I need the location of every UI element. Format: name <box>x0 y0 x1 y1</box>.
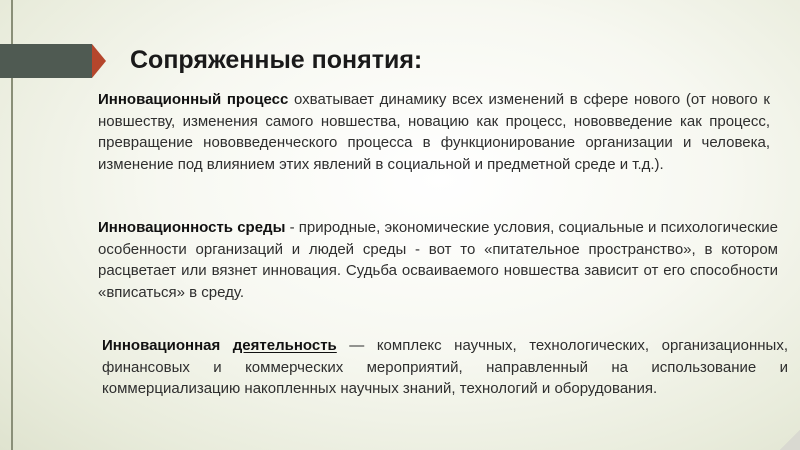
paragraph-innovation-process <box>98 89 770 175</box>
paragraph-innovative-environment <box>98 217 778 303</box>
title-bar-decoration <box>0 44 92 78</box>
title-arrow-icon <box>92 44 106 78</box>
term-innovative-activity-word1: Инновационная <box>102 337 221 354</box>
definition-innovative-environment: - природные, экономические условия, социальные и психологические особенности организаций и людей среды - вот то «питательное пространство», в котором расцветает или вязнет инновация. Судьба осваиваемого новшества зависит от его способности «вписаться» в среду. <box>98 219 778 301</box>
definition-innovation-process: охватывает динамику всех изменений в сфере нового (от нового к новшеству, изменения самого новшества, новацию как процесс, нововведение как процесс, превращение нововведенческого процесса в функционирование организации и человека, изменение под влиянием этих явлений в социальной и предметной среде и т.д.). <box>98 91 770 173</box>
corner-decoration <box>780 430 800 450</box>
paragraph-innovative-activity <box>102 335 788 400</box>
term-innovation-process: Инновационный процесс <box>98 91 289 108</box>
term-innovative-activity-word2: деятельность <box>232 337 337 354</box>
definition-innovative-activity: — комплекс научных, технологических, организационных, финансовых и коммерческих мероприятий, направленный на использование и коммерциализацию накопленных научных знаний, технологий и оборудования. <box>102 337 788 397</box>
term-innovative-environment: Инновационность среды <box>98 219 286 236</box>
slide-title: Сопряженные понятия: <box>130 46 423 74</box>
